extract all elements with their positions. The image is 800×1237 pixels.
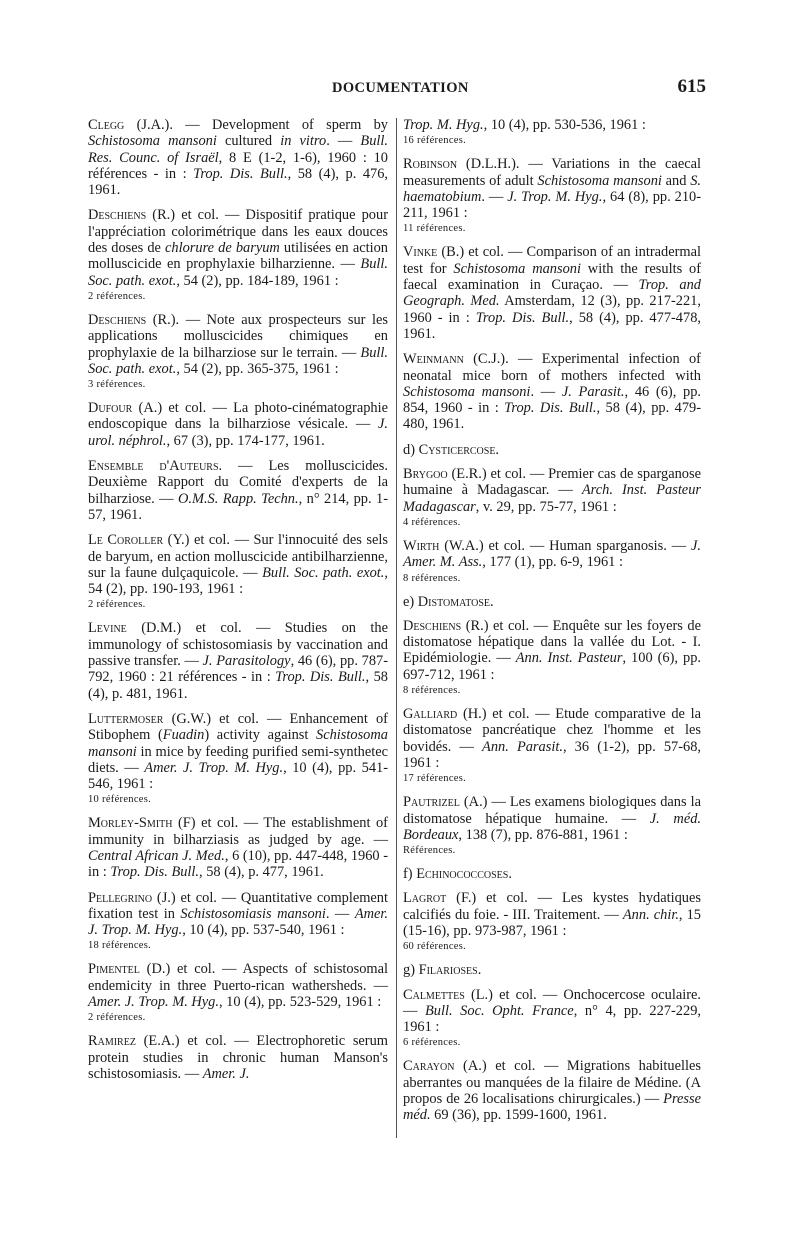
left-column: [88, 117, 388, 1091]
entry-text: [88, 400, 388, 449]
bibliography-entry: [88, 312, 388, 391]
bibliography-entry: [403, 156, 701, 235]
entry-citation: et col. — Etude comparative de la distomatose pancréatique chez l'homme et les bovidés. — Ann. Parasit., 36 (1-2), pp. 57-68, 1961 :: [403, 706, 702, 771]
section-heading: [403, 866, 701, 882]
entry-author: Brygoo (E.R.): [403, 466, 487, 483]
reference-count: 18 références.: [88, 940, 152, 952]
entry-text: [403, 466, 701, 515]
entry-citation: et col. — Quantitative complement fixation test in Schistosomiasis mansoni. — Amer. J. Trop. M. Hyg., 10 (4), pp. 537-540, 1961 :: [88, 889, 389, 939]
entry-author: Dufour (A.): [88, 400, 163, 417]
entry-text: [88, 117, 388, 198]
entry-citation: et col. — Premier cas de sparganose humaine à Madagascar. — Arch. Inst. Pasteur Madagascar, v. 29, pp. 75-77, 1961 :: [403, 466, 701, 515]
bibliography-entry: [88, 711, 388, 806]
entry-author: Deschiens (R.).: [88, 311, 180, 328]
entry-text: [403, 706, 701, 771]
entry-author: Deschiens (R.): [88, 207, 176, 224]
entry-text: [88, 312, 388, 377]
entry-citation: et col. — Electrophoretic serum protein studies in chronic human Manson's schistosomiasis. — Amer. J.: [88, 1033, 388, 1082]
bibliography-entry: [403, 706, 701, 785]
reference-count: 11 références.: [403, 223, 466, 235]
section-heading: [403, 594, 701, 610]
bibliography-entry: [403, 987, 701, 1050]
entry-citation: et col. — The establishment of immunity in bilharziasis as judged by age. — Central African J. Med., 6 (10), pp. 447-448, 1960 - in : Trop. Dis. Bull., 58 (4), p. 477, 1961.: [88, 815, 388, 881]
section-marker: f): [403, 866, 417, 883]
entry-citation: et col. — Dispositif pratique pour l'appréciation colorimétrique dans les eaux douces des doses de chlorure de baryum utilisées en action molluscicide en prophylaxie bilharzienne. — Bull. Soc. path. exot., 54 (2), pp. 184-189, 1961 :: [88, 207, 388, 289]
entry-citation: et col. — Enhancement of Stibophem (Fuadin) activity against Schistosoma mansoni in mice by feeding purified semi-synthetec diets. — Amer. J. Trop. M. Hyg., 10 (4), pp. 541-546, 1961 :: [88, 710, 388, 793]
reference-count: 2 références.: [88, 599, 146, 611]
entry-text: [88, 961, 388, 1010]
section-heading: [403, 442, 701, 458]
reference-count: 8 références.: [403, 685, 461, 697]
entry-author: Clegg (J.A.).: [88, 117, 173, 133]
section-title: Distomatose.: [417, 593, 494, 610]
entry-citation: — Note aux prospecteurs sur les applications molluscicides chimiques en prophylaxie de la bilharziose sur le terrain. — Bull. Soc. path. exot., 54 (2), pp. 365-375, 1961 :: [88, 311, 388, 377]
section-heading: [403, 962, 701, 978]
section-title: Echinococcoses.: [416, 866, 512, 883]
entry-citation: et col. — Les kystes hydatiques calcifiés du foie. - III. Traitement. — Ann. chir., 15 (15-16), pp. 973-987, 1961 :: [403, 890, 701, 939]
entry-text: [88, 620, 388, 701]
bibliography-entry: [403, 1058, 701, 1123]
entry-citation: — Development of sperm by Schistosoma mansoni cultured in vitro. — Bull. Res. Counc. of Israël, 8 E (1-2, 1-6), 1960 : 10 références - in : Trop. Dis. Bull., 58 (4), p. 476, 1961.: [88, 117, 388, 199]
entry-text: [403, 244, 701, 342]
entry-citation: et col. — Comparison of an intradermal test for Schistosoma mansoni with the results of faecal examination in Curaçao. — Trop. and Geograph. Med. Amsterdam, 12 (3), pp. 217-221, 1960 - in : Trop. Dis. Bull., 58 (4), pp. 477-478, 1961.: [403, 244, 702, 342]
bibliography-entry: [88, 815, 388, 880]
entry-text: [88, 458, 388, 523]
reference-count: 4 références.: [403, 516, 461, 528]
reference-count: 10 références.: [88, 794, 152, 806]
entry-citation: et col. — Enquête sur les foyers de distomatose hépatique dans la vallée du Lot. - I. Epidémiologie. — Ann. Inst. Pasteur, 100 (6), pp. 697-712, 1961 :: [403, 617, 702, 683]
bibliography-entry: [403, 117, 701, 147]
entry-text: [88, 711, 388, 792]
entry-author: Wirth (W.A.): [403, 537, 484, 554]
bibliography-entry: [88, 400, 388, 449]
bibliography-entry: [403, 538, 701, 585]
section-marker: d): [403, 441, 419, 458]
bibliography-entry: [88, 458, 388, 523]
bibliography-entry: [88, 532, 388, 611]
entry-author: Robinson (D.L.H.).: [403, 156, 520, 173]
entry-citation: et col. — Onchocercose oculaire. — Bull. Soc. Opht. France, n° 4, pp. 227-229, 1961 :: [403, 986, 701, 1036]
entry-author: Ensemble d'Auteurs.: [88, 458, 223, 475]
bibliography-entry: [88, 1033, 388, 1082]
entry-text: [88, 207, 388, 288]
entry-author: Pautrizel (A.): [403, 794, 488, 811]
running-head: [88, 76, 706, 100]
section-title: Filarioses.: [418, 962, 482, 979]
entry-citation: — Variations in the caecal measurements of adult Schistosoma mansoni and S. haematobium. — J. Trop. M. Hyg., 64 (8), pp. 210-211, 1961 :: [403, 156, 702, 222]
entry-citation: et col. — La photo-cinématographie endoscopique dans la bilharziose vésicale. — J. urol. néphrol., 67 (3), pp. 174-177, 1961.: [88, 400, 388, 449]
entry-text: [403, 156, 701, 221]
bibliography-entry: [403, 794, 701, 857]
entry-citation: — Les examens biologiques dans la distomatose hépatique humaine. — J. méd. Bordeaux, 138 (7), pp. 876-881, 1961 :: [403, 794, 701, 843]
bibliography-entry: [403, 618, 701, 697]
reference-count: 6 références.: [403, 1037, 461, 1049]
header-title: DOCUMENTATION: [332, 80, 469, 96]
entry-author: Levine (D.M.): [88, 620, 182, 637]
bibliography-entry: [403, 890, 701, 953]
entry-author: Morley-Smith (F): [88, 815, 196, 832]
bibliography-entry: [403, 466, 701, 529]
section-marker: g): [403, 962, 419, 979]
entry-citation: et col. — Studies on the immunology of schistosomiasis by vaccination and passive transfer. — J. Parasitology, 46 (6), pp. 787-792, 1960 : 21 références - in : Trop. Dis. Bull., 58 (4), p. 481, 1961.: [88, 620, 389, 702]
section-title: Cysticercose.: [418, 441, 500, 458]
reference-count: Références.: [403, 845, 456, 857]
entry-text: [88, 815, 388, 880]
entry-author: Deschiens (R.): [403, 617, 489, 634]
entry-text: [88, 532, 388, 597]
entry-citation: — Experimental infection of neonatal mice born of mothers infected with Schistosoma mansoni. — J. Parasit., 46 (6), pp. 854, 1960 - in : Trop. Dis. Bull., 58 (4), pp. 479-480, 1961.: [403, 351, 702, 433]
page-number: 615: [677, 76, 706, 97]
section-marker: e): [403, 593, 418, 610]
reference-count: 60 références.: [403, 941, 467, 953]
bibliography-entry: [403, 351, 701, 432]
entry-text: [88, 890, 388, 939]
reference-count: 8 références.: [403, 572, 461, 584]
entry-author: Vinke (B.): [403, 244, 465, 261]
reference-count: 17 références.: [403, 773, 467, 785]
bibliography-entry: [88, 620, 388, 701]
bibliography-entry: [403, 244, 701, 342]
entry-text: [403, 1058, 701, 1123]
entry-text: [403, 794, 701, 843]
entry-text: [403, 987, 701, 1036]
entry-citation: et col. — Aspects of schistosomal endemicity in three Puerto-rican wathersheds. — Amer. J. Trop. M. Hyg., 10 (4), pp. 523-529, 1961 :: [88, 961, 388, 1011]
entry-text: [88, 1033, 388, 1082]
reference-count: 2 références.: [88, 1012, 146, 1024]
entry-citation: et col. — Migrations habituelles aberrantes ou manquées de la filaire de Médine. (A propos de 26 localisations chirurgicales.) — Presse méd. 69 (36), pp. 1599-1600, 1961.: [403, 1058, 701, 1124]
entry-author: Lagrot (F.): [403, 890, 477, 907]
bibliography-entry: [88, 890, 388, 953]
entry-author: Weinmann (C.J.).: [403, 351, 509, 368]
entry-text: [403, 538, 701, 571]
entry-text: [403, 117, 701, 133]
entry-author: Pellegrino (J.): [88, 889, 176, 906]
right-column: [403, 117, 701, 1133]
reference-count: 16 références.: [403, 135, 467, 147]
entry-author: Le Coroller (Y.): [88, 532, 190, 549]
entry-citation: Trop. M. Hyg., 10 (4), pp. 530-536, 1961 :: [403, 117, 646, 133]
entry-author: Carayon (A.): [403, 1058, 487, 1075]
entry-author: Pimentel (D.): [88, 961, 171, 978]
entry-author: Calmettes (L.): [403, 986, 493, 1003]
entry-author: Luttermoser (G.W.): [88, 710, 212, 727]
reference-count: 3 références.: [88, 379, 146, 391]
entry-text: [403, 351, 701, 432]
reference-count: 2 références.: [88, 290, 146, 302]
entry-citation: — Les molluscicides. Deuxième Rapport du Comité d'experts de la bilharziose. — O.M.S. Rapp. Techn., n° 214, pp. 1-57, 1961.: [88, 458, 388, 523]
entry-citation: et col. — Sur l'innocuité des sels de baryum, en action molluscicide antibilharzienne, sur la faune dulçaquicole. — Bull. Soc. path. exot., 54 (2), pp. 190-193, 1961 :: [88, 532, 388, 598]
entry-author: Galliard (H.): [403, 706, 487, 723]
entry-citation: et col. — Human sparganosis. — J. Amer. M. Ass., 177 (1), pp. 6-9, 1961 :: [403, 537, 702, 571]
bibliography-entry: [88, 207, 388, 302]
column-divider: [396, 118, 397, 1138]
entry-text: [403, 618, 701, 683]
bibliography-entry: [88, 117, 388, 198]
entry-author: Ramirez (E.A.): [88, 1033, 180, 1050]
bibliography-entry: [88, 961, 388, 1024]
entry-text: [403, 890, 701, 939]
